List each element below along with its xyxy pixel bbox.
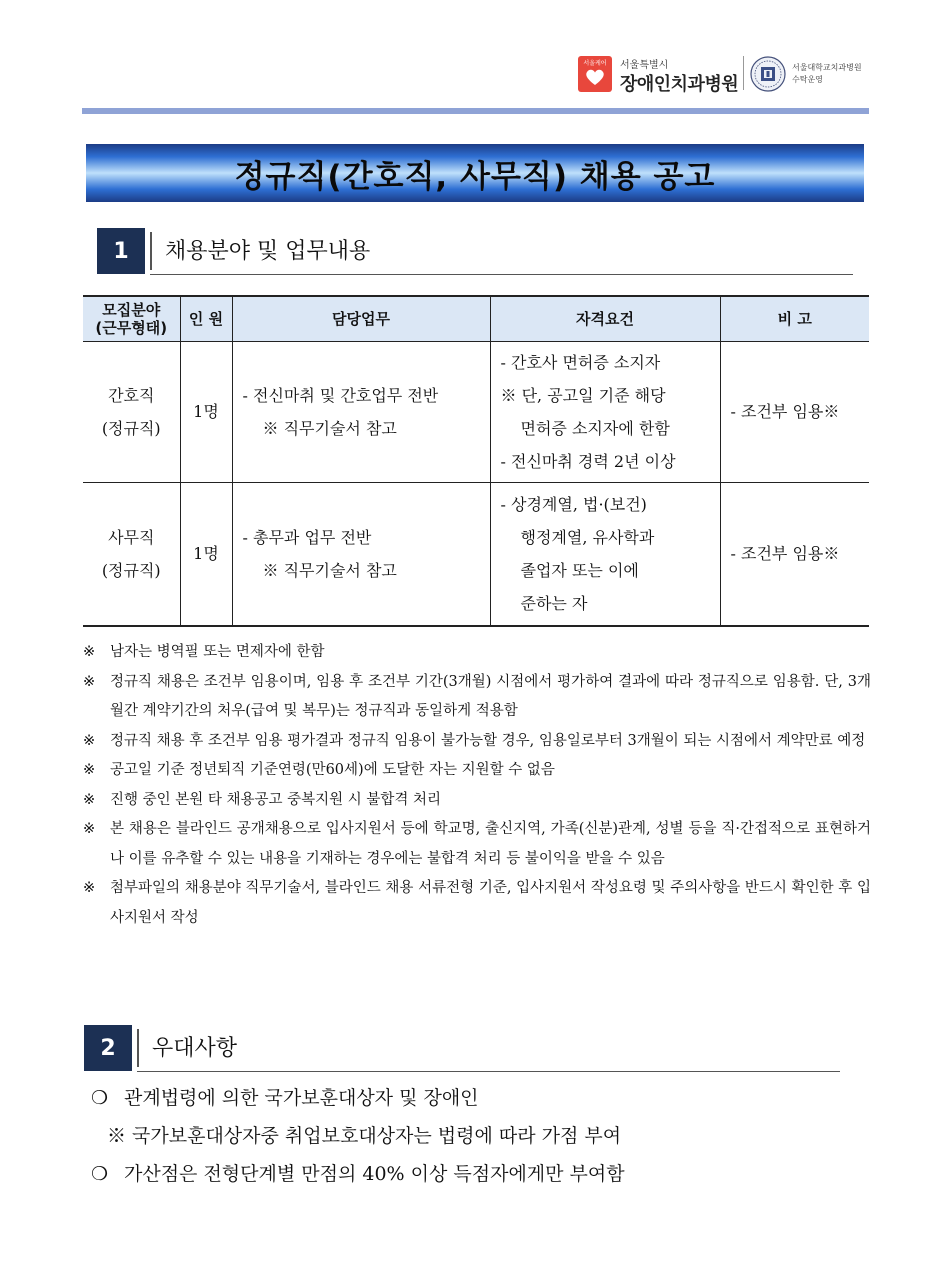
note-item: ※ 진행 중인 본원 타 채용공고 중복지원 시 불합격 처리	[83, 786, 871, 816]
logo-divider	[743, 56, 744, 90]
header-qualifications: 자격요건	[490, 296, 720, 341]
field-name: 간호직	[108, 385, 155, 405]
header-field-line1: 모집분야	[102, 300, 161, 319]
duty-main: - 총무과 업무 전반	[242, 527, 372, 547]
field-type: (정규직)	[101, 418, 161, 438]
duty-main: - 전신마취 및 간호업무 전반	[242, 385, 439, 405]
note-item: ※ 본 채용은 블라인드 공개채용으로 입사지원서 등에 학교명, 출신지역, 가족(신분)관계, 성별 등을 직·간접적으로 표현하거나 이를 유추할 수 있는 내용을 기재하는 경우에는 불합격 처리 등 불이익을 받을 수 있음	[83, 815, 871, 874]
preference-note: ※ 국가보훈대상자중 취업보호대상자는 법령에 따라 가점 부여	[107, 1125, 622, 1147]
table-row	[83, 341, 869, 482]
table-row	[83, 482, 869, 626]
qual-line: - 상경계열, 법·(보건)	[500, 494, 647, 514]
cell-count: 1명	[180, 482, 232, 626]
qual-line: 졸업자 또는 이에	[520, 560, 639, 580]
badge-text: 서울케어	[583, 60, 607, 67]
section-divider	[150, 232, 152, 270]
cell-qualifications	[490, 341, 720, 482]
header-logos	[578, 52, 878, 98]
header-count: 인 원	[180, 296, 232, 341]
note-item: ※ 첨부파일의 채용분야 직무기술서, 블라인드 채용 서류전형 기준, 입사지원서 작성요령 및 주의사항을 반드시 확인한 후 입사지원서 작성	[83, 874, 871, 933]
section-2-heading	[84, 1025, 840, 1071]
duty-note: ※ 직무기술서 참고	[262, 560, 397, 580]
cell-qualifications	[490, 482, 720, 626]
preferences-list	[91, 1079, 871, 1193]
section-1-heading	[97, 228, 853, 274]
page-title: 정규직(간호직, 사무직) 채용 공고	[234, 158, 716, 195]
notes-list	[83, 638, 871, 933]
heart-icon	[585, 68, 605, 86]
header-remarks: 비 고	[720, 296, 869, 341]
partner-name: 서울대학교치과병원	[792, 63, 862, 72]
header-field-line2: (근무형태)	[95, 318, 168, 337]
qual-line: 행정계열, 유사학과	[520, 527, 655, 547]
preference-text: 관계법령에 의한 국가보훈대상자 및 장애인	[124, 1087, 479, 1109]
org-sub-name: 서울특별시	[620, 60, 669, 71]
seoul-care-logo	[578, 56, 612, 92]
section-1-title: 채용분야 및 업무내용	[165, 239, 371, 264]
section-rule	[137, 1071, 840, 1072]
note-item: ※ 남자는 병역필 또는 면제자에 한함	[83, 638, 871, 668]
cell-duties	[232, 482, 490, 626]
preference-item	[91, 1155, 871, 1193]
recruitment-table	[83, 295, 869, 627]
circle-bullet-icon: ❍	[91, 1163, 109, 1185]
title-banner	[86, 144, 864, 202]
note-item: ※ 정규직 채용 후 조건부 임용 평가결과 정규직 임용이 불가능할 경우, 임용일로부터 3개월이 되는 시점에서 계약만료 예정	[83, 727, 871, 757]
header-rule	[82, 108, 869, 114]
section-divider	[137, 1029, 139, 1067]
qual-line: - 간호사 면허증 소지자	[500, 352, 661, 372]
cell-count: 1명	[180, 341, 232, 482]
field-name: 사무직	[108, 527, 155, 547]
qual-line: - 전신마취 경력 2년 이상	[500, 451, 676, 471]
header-duties: 담당업무	[232, 296, 490, 341]
note-item: ※ 정규직 채용은 조건부 임용이며, 임용 후 조건부 기간(3개월) 시점에서 평가하여 결과에 따라 정규직으로 임용함. 단, 3개월간 계약기간의 처우(급여 및 복무)는 정규직과 동일하게 적용함	[83, 668, 871, 727]
preference-text: 가산점은 전형단계별 만점의 40% 이상 득점자에게만 부여함	[124, 1163, 625, 1185]
org-main-name: 장애인치과병원	[620, 74, 739, 95]
cell-field	[83, 341, 180, 482]
qual-line: ※ 단, 공고일 기준 해당	[500, 385, 666, 405]
section-1-number: 1	[97, 228, 145, 274]
section-rule	[150, 274, 853, 275]
note-item: ※ 공고일 기준 정년퇴직 기준연령(만60세)에 도달한 자는 지원할 수 없음	[83, 756, 871, 786]
preference-item	[91, 1079, 871, 1117]
qual-line: 면허증 소지자에 한함	[520, 418, 670, 438]
cell-remark: - 조건부 임용※	[720, 341, 869, 482]
header-field	[83, 296, 180, 341]
table-header-row	[83, 296, 869, 341]
section-2-title: 우대사항	[152, 1036, 238, 1061]
partner-role: 수탁운영	[792, 75, 823, 84]
duty-note: ※ 직무기술서 참고	[262, 418, 397, 438]
cell-field	[83, 482, 180, 626]
field-type: (정규직)	[101, 560, 161, 580]
circle-bullet-icon: ❍	[91, 1087, 109, 1109]
cell-duties	[232, 341, 490, 482]
section-2-number: 2	[84, 1025, 132, 1071]
snu-seal-icon	[750, 56, 786, 92]
cell-remark: - 조건부 임용※	[720, 482, 869, 626]
qual-line: 준하는 자	[520, 593, 588, 613]
